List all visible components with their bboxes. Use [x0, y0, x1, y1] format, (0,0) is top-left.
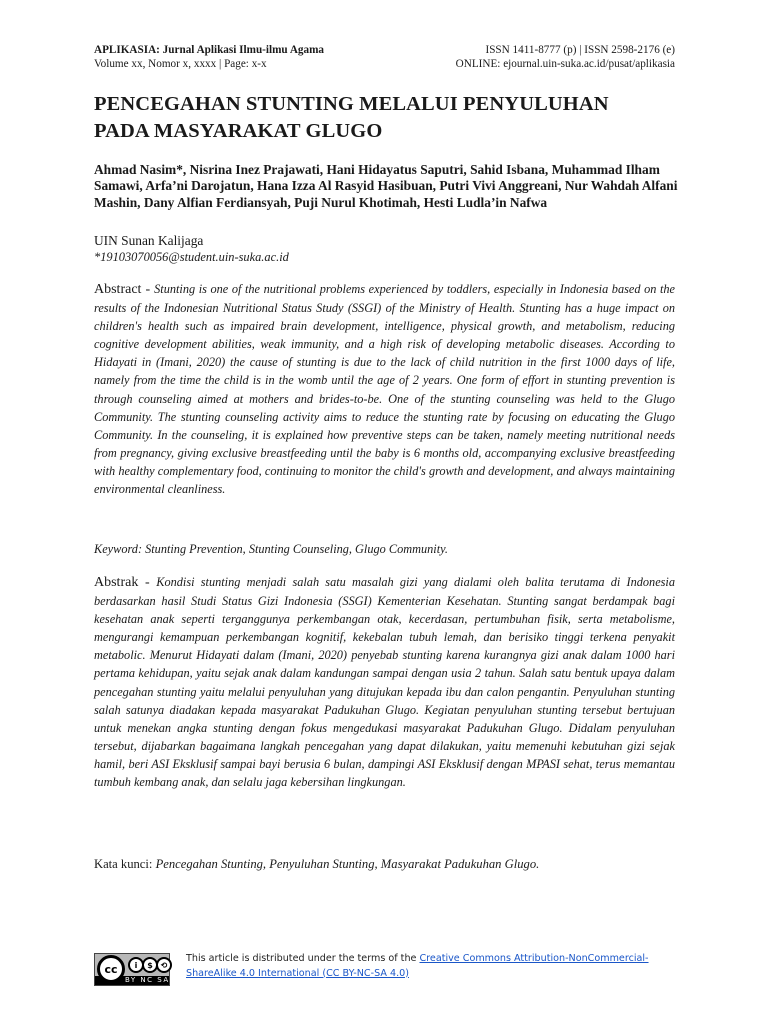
- journal-name: APLIKASIA: Jurnal Aplikasi Ilmu-ilmu Agama: [94, 44, 325, 56]
- keywords-indonesian: [94, 857, 539, 872]
- author-list: Ahmad Nasim*, Nisrina Inez Prajawati, Hani Hidayatus Saputri, Sahid Isbana, Muhammad Ilham Samawi, Arfa’ni Darojatun, Hana Izza Al Rasyid Hasibuan, Putri Vivi Anggreani, Nur Wahdah Alfani Mashin, Dany Alfian Ferdiansyah, Puji Nurul Khotimah, Hesti Ludla’in Nafwa: [94, 162, 678, 210]
- abstract-label: Abstract: [94, 282, 142, 297]
- title-line-1: PENCEGAHAN STUNTING MELALUI PENYULUHAN: [94, 93, 609, 115]
- issn: ISSN 1411-8777 (p) | ISSN 2598-2176 (e): [485, 44, 675, 56]
- license-text: [186, 952, 686, 981]
- kata-kunci-value: Pencegahan Stunting, Penyuluhan Stunting, Masyarakat Padukuhan Glugo.: [155, 857, 540, 871]
- abstrak-text: Kondisi stunting menjadi salah satu masalah gizi yang dialami oleh balita terutama di Indonesia berdasarkan hasil Studi Status Gizi Indonesia (SSGI) Kementerian Kesehatan. Stunting sangat berdampak bagi kesehatan anak seperti terganggunya perkembangan otak, kecerdasan, pertumbuhan fisik, serta metabolisme, mengurangi kemampuan perkembangan kognitif, kekebalan tubuh lemah, dan berisiko tinggi terkena penyakit metabolic. Menurut Hidayati dalam (Imani, 2020) penyebab stunting karena kurangnya gizi anak dalam 1000 hari pertama kehidupan, yaitu sejak anak dalam kandungan sampai dengan usia 2 tahun. Salah satu bentuk upaya dalam pencegahan stunting yaitu melalui penyuluhan yang ditujukan kepada ibu dan calon pengantin. Penyuluhan stunting salah satunya diadakan kepada masyarakat Padukuhan Glugo. Kegiatan penyuluhan stunting tersebut bertujuan untuk menekan angka stunting dengan fokus mengedukasi masyarakat Padukuhan Glugo. Didalam penyuluhan tersebut, dijabarkan bagaimana langkah pencegahan yang dapat dilakukan, yaitu memenuhi kebutuhan gizi sejak hamil, beri ASI Eksklusif sampai bayi berusia 6 bulan, dampingi ASI Eksklusif dengan MPASI sehat, terus memantau tumbuh kembang anak, dan selalu jaga kebersihan lingkungan.: [94, 575, 675, 790]
- journal-header: [94, 43, 675, 71]
- abstrak-label: Abstrak: [94, 575, 139, 590]
- paper-title: [94, 91, 694, 145]
- affiliation: UIN Sunan Kalijaga: [94, 233, 204, 248]
- kata-kunci-label: Kata kunci:: [94, 857, 156, 871]
- abstract-indonesian: [94, 573, 675, 791]
- volume-info: Volume xx, Nomor x, xxxx | Page: x-x: [94, 58, 267, 70]
- abstract-separator: -: [141, 282, 155, 297]
- cc-badge-tags: BY NC SA: [125, 976, 170, 984]
- abstract-english: [94, 280, 675, 498]
- corresponding-email: *19103070056@student.uin-suka.ac.id: [94, 250, 289, 264]
- cc-license-badge: [94, 953, 170, 986]
- attribution-icon: i: [128, 957, 144, 973]
- sharealike-icon: ⟲: [156, 957, 172, 973]
- title-line-2: PADA MASYARAKAT GLUGO: [94, 120, 383, 142]
- abstract-text: Stunting is one of the nutritional problems experienced by toddlers, especially in Indonesia based on the results of the Indonesian Nutritional Status Study (SSGI) of the Ministry of Health. Stunting has a huge impact on children's health such as impaired brain development, intelligence, physical growth, and metabolism, reducing cognitive development abilities, weak immunity, and a high risk of developing metabolic diseases. According to Hidayati in (Imani, 2020) the cause of stunting is due to the lack of child nutrition in the first 1000 days of life, namely from the time the child is in the womb until the age of 2 years. One form of effort in stunting prevention is through counseling aimed at mothers and brides-to-be. One of the stunting counseling was held to the Glugo Community. The stunting counseling activity aims to reduce the stunting rate by focusing on educating the Glugo Community. In the counseling, it is explained how preventive steps can be taken, namely meeting nutritional needs from pregnancy, giving exclusive breastfeeding until the baby is 6 months old, accompanying exclusive breastfeeding with healthy complementary food, continuing to monitor the child's growth and development, and always maintaining environmental cleanliness.: [94, 282, 675, 497]
- license-footer: [94, 950, 694, 990]
- license-link[interactable]: Creative Commons Attribution-NonCommercial-ShareAlike 4.0 International (CC BY-NC-SA 4.0): [186, 953, 649, 979]
- abstrak-separator: -: [138, 575, 157, 590]
- license-prefix: This article is distributed under the terms of the: [186, 953, 420, 964]
- cc-icon: cc: [97, 955, 125, 983]
- online-url: ONLINE: ejournal.uin-suka.ac.id/pusat/aplikasia: [455, 58, 675, 70]
- keywords-english: Keyword: Stunting Prevention, Stunting Counseling, Glugo Community.: [94, 542, 448, 556]
- noncommercial-icon: $: [142, 957, 158, 973]
